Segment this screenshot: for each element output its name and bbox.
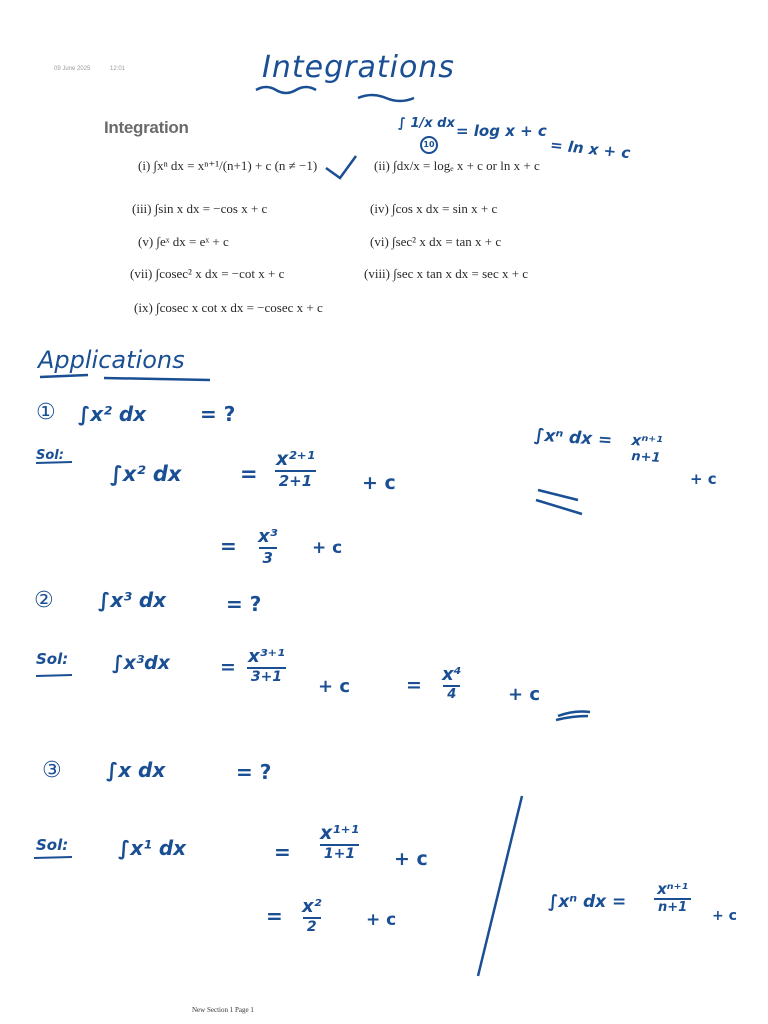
problem-2-equals-q: = ? — [226, 592, 262, 616]
formula-note-1-den: n+1 — [630, 448, 662, 466]
problem-3-question: ∫x dx — [106, 758, 166, 782]
divider-stroke — [478, 796, 522, 976]
formula-note-2-tail: + c — [712, 908, 737, 924]
problem-2-step1-lhs: ∫x³dx — [112, 652, 171, 674]
problem-1-number: ① — [36, 400, 56, 425]
side-note-mid: = log x + c — [456, 122, 547, 140]
formula-note-2-fraction — [654, 880, 691, 915]
problem-1-step1-lhs: ∫x² dx — [110, 462, 182, 486]
side-note-circled: 10 — [420, 136, 438, 154]
formula-note-1-lhs: ∫xⁿ dx = — [533, 425, 613, 451]
problem-3-step1-tail: + c — [394, 848, 428, 870]
problem-3-step1-fraction — [318, 822, 361, 862]
page-date: 09 June 2025 — [54, 66, 91, 72]
problem-3-step2-fraction — [300, 896, 324, 935]
double-underline-mark — [536, 490, 582, 514]
problem-2-step1-num: x³⁺¹ — [248, 646, 285, 667]
problem-2-step2-eq: = — [406, 674, 422, 696]
problem-2-step1-eq: = — [220, 656, 236, 678]
problem-1-step1-tail: + c — [362, 472, 396, 494]
problem-3-equals-q: = ? — [236, 760, 272, 784]
problem-1-step2-num: x³ — [258, 526, 278, 547]
problem-3-step2-eq: = — [266, 904, 283, 928]
formula-iv: (iv) ∫cos x dx = sin x + c — [370, 201, 498, 216]
problem-3-step1-num: x¹⁺¹ — [320, 822, 359, 844]
problem-1-step2-den: 3 — [259, 547, 277, 567]
problem-2-step1-fraction — [246, 646, 287, 685]
problem-3-step2-num: x² — [302, 896, 322, 917]
title-underline-left — [256, 87, 316, 93]
formula-note-1-num: xⁿ⁺¹ — [631, 430, 664, 452]
side-note-right: = ln x + c — [549, 135, 632, 163]
problem-1-step2-tail: + c — [312, 538, 343, 558]
problem-1-step1-num: x²⁺¹ — [276, 448, 315, 470]
problem-2-step2-num: x⁴ — [442, 664, 462, 685]
problem-3-step2-tail: + c — [366, 910, 397, 930]
formula-note-2-num: xⁿ⁺¹ — [657, 880, 689, 898]
problem-2-step1-tail: + c — [318, 676, 351, 697]
problem-1-step1-eq: = — [240, 462, 258, 486]
problem-3-step1-den: 1+1 — [320, 844, 359, 862]
problem-2-step2-den: 4 — [443, 685, 460, 702]
problem-2-step2-fraction — [440, 664, 464, 702]
formula-vi: (vi) ∫sec² x dx = tan x + c — [370, 234, 502, 249]
applications-heading: Applications — [38, 346, 185, 374]
problem-3-step2-den: 2 — [303, 917, 321, 935]
problem-3-number: ③ — [42, 758, 62, 783]
problem-1-equals-q: = ? — [200, 402, 236, 426]
page-title: Integrations — [262, 50, 455, 85]
printed-heading: Integration — [104, 118, 189, 137]
side-note-left: ∫ 1/x dx — [398, 116, 455, 131]
problem-2-step2-tail: + c — [508, 684, 541, 705]
applications-underline-b — [104, 378, 210, 380]
check-mark-icon — [326, 156, 356, 178]
problem-2-sol-label: Sol: — [36, 650, 69, 668]
problem-1-step2-eq: = — [220, 534, 237, 558]
formula-note-2-den: n+1 — [654, 898, 691, 915]
formula-note-2-lhs: ∫xⁿ dx = — [548, 892, 627, 912]
problem-1-step1-fraction — [274, 448, 317, 490]
problem-2-question: ∫x³ dx — [98, 588, 167, 612]
problem-2-step1-den: 3+1 — [247, 667, 286, 685]
title-underline-right — [358, 95, 414, 101]
page-time: 12:01 — [110, 66, 126, 72]
problem-3-sol-label: Sol: — [36, 836, 69, 854]
formula-ix: (ix) ∫cosec x cot x dx = −cosec x + c — [134, 300, 323, 315]
formula-v: (v) ∫eˣ dx = eˣ + c — [138, 234, 229, 249]
page-footer: New Section 1 Page 1 — [192, 1006, 254, 1014]
problem-1-sol-label: Sol: — [36, 448, 64, 463]
problem-2-number: ② — [34, 588, 54, 613]
problem-1-question: ∫x² dx — [78, 402, 147, 426]
problem-3-step1-lhs: ∫x¹ dx — [118, 836, 187, 860]
formula-iii: (iii) ∫sin x dx = −cos x + c — [132, 201, 268, 216]
formula-vii: (vii) ∫cosec² x dx = −cot x + c — [130, 266, 285, 281]
problem-3-step1-eq: = — [274, 840, 291, 864]
double-dash-mark — [556, 712, 590, 721]
problem-1-step1-den: 2+1 — [275, 470, 316, 490]
formula-note-1-fraction — [627, 431, 666, 467]
formula-note-1-tail: + c — [690, 470, 717, 488]
sol3-underline — [34, 857, 72, 858]
sol2-underline — [36, 675, 72, 676]
problem-1-step2-fraction — [256, 526, 280, 567]
formula-i: (i) ∫xⁿ dx = xⁿ⁺¹/(n+1) + c (n ≠ −1) — [138, 158, 318, 173]
applications-underline-a — [40, 375, 88, 377]
formula-ii: (ii) ∫dx/x = logₑ x + c or ln x + c — [374, 158, 540, 173]
formula-viii: (viii) ∫sec x tan x dx = sec x + c — [364, 266, 529, 281]
